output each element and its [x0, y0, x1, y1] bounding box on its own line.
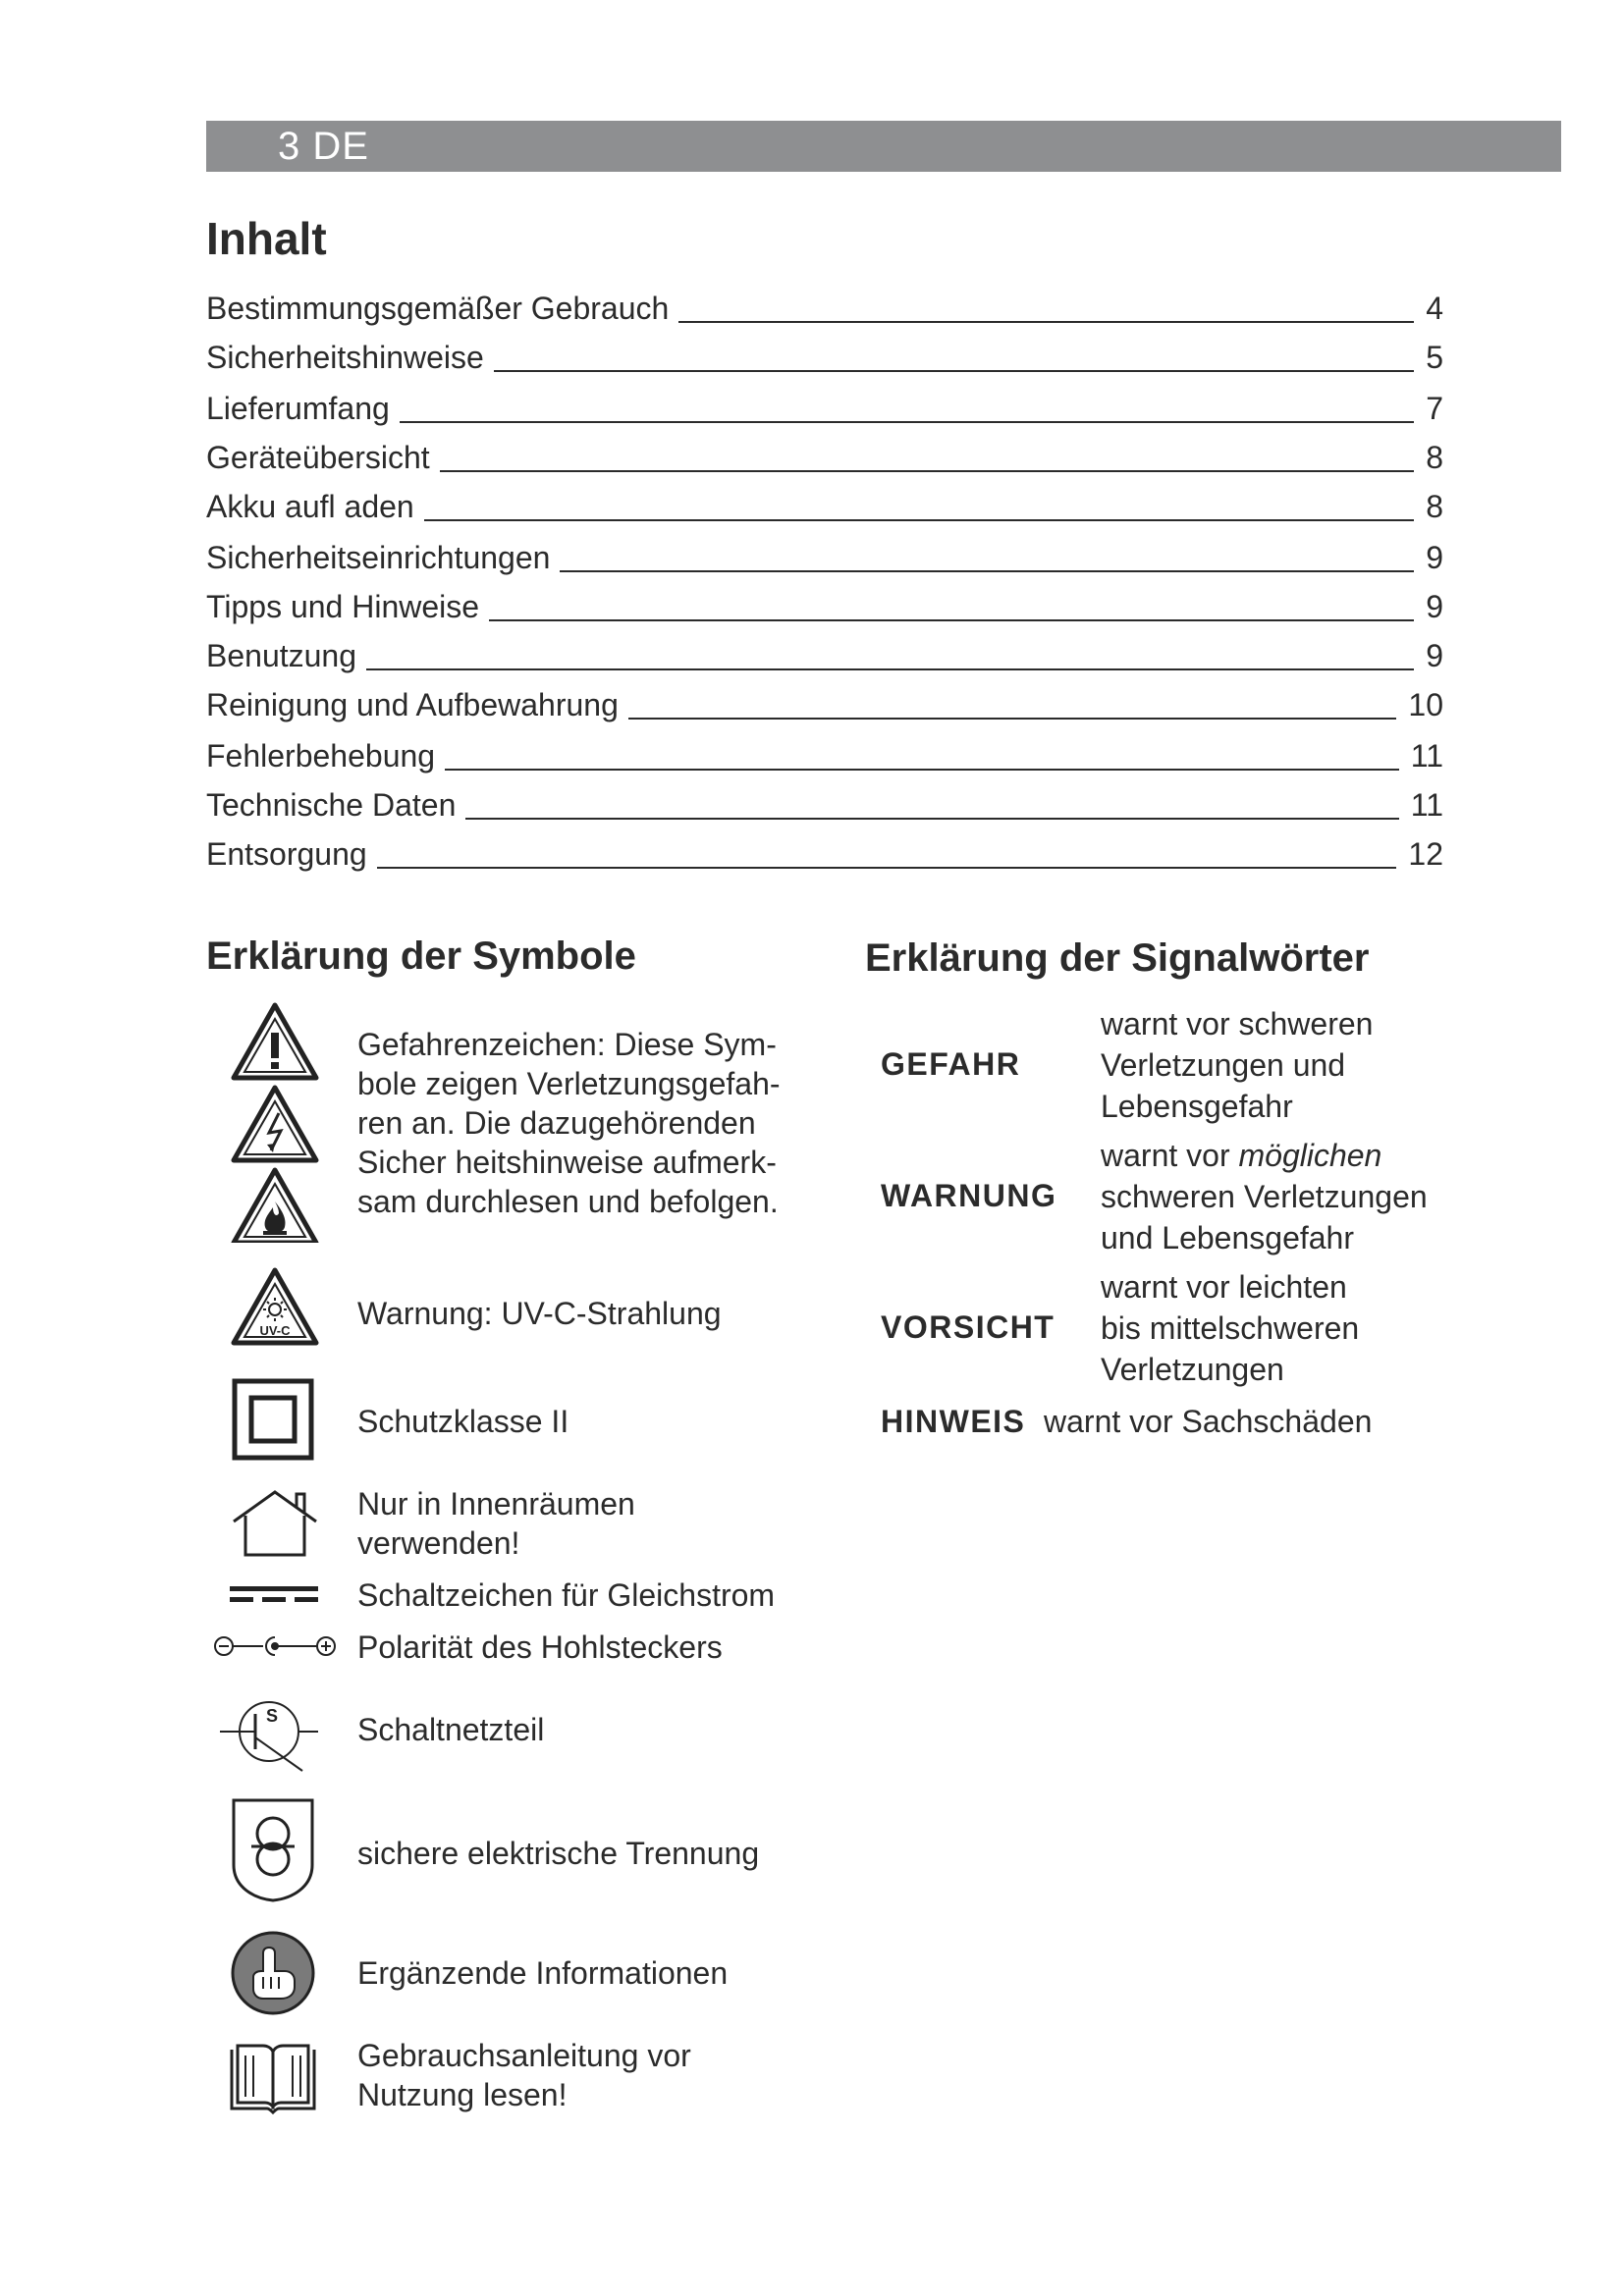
toc-entry-label: Technische Daten	[206, 787, 457, 823]
toc-leader-line	[560, 570, 1414, 572]
symbol-text-manual	[357, 2036, 691, 2114]
toc-leader-line	[494, 370, 1414, 372]
toc-leader-line	[628, 718, 1397, 720]
toc-leader-line	[465, 818, 1398, 820]
toc-entry[interactable]	[206, 834, 1453, 874]
symbol-text-line: Schaltnetzteil	[357, 1712, 545, 1747]
signal-word-gefahr: GEFAHR	[881, 1046, 1021, 1082]
toc-entry-label: Geräteübersicht	[206, 440, 430, 475]
indoor-house-icon	[230, 1488, 320, 1557]
symbol-text-line: sichere elektrische Trennung	[357, 1836, 760, 1871]
symbol-text-isolation	[357, 1834, 759, 1873]
toc-title: Inhalt	[206, 213, 327, 264]
symbol-text-switching-psu	[357, 1710, 544, 1749]
symbols-heading: Erklärung der Symbole	[206, 934, 636, 978]
toc-entry-page: 9	[1426, 638, 1443, 673]
symbol-text-line: verwenden!	[357, 1525, 520, 1561]
toc-entry[interactable]	[206, 587, 1453, 626]
symbol-text-indoor	[357, 1484, 635, 1563]
symbol-text-polarity	[357, 1628, 723, 1667]
toc-entry-label: Fehlerbehebung	[206, 738, 436, 774]
toc-leader-line	[678, 321, 1414, 323]
symbol-text-line: sam durchlesen und befolgen.	[357, 1184, 779, 1219]
page-number-label: 3 DE	[278, 125, 369, 168]
uv-c-icon-label: UV-C	[259, 1323, 291, 1338]
toc-entry-label: Reinigung und Aufbewahrung	[206, 687, 619, 722]
toc-entry-page: 9	[1426, 589, 1443, 624]
symbol-text-line: Gebrauchsanleitung vor	[357, 2038, 691, 2073]
toc-leader-line	[366, 668, 1414, 670]
signal-word-warnung: WARNUNG	[881, 1178, 1057, 1213]
symbol-text-line: Nutzung lesen!	[357, 2077, 568, 2112]
signal-words-heading: Erklärung der Signalwörter	[865, 936, 1370, 980]
protection-class-2-icon	[232, 1378, 314, 1461]
signal-text-gefahr: warnt vor schweren Verletzungen und Lebensgefahr	[1101, 1006, 1374, 1124]
toc-leader-line	[440, 470, 1415, 472]
symbol-text-dc	[357, 1575, 775, 1615]
toc-leader-line	[424, 519, 1415, 521]
symbol-text-line: Schutzklasse II	[357, 1404, 569, 1439]
toc-entry-label: Akku aufl aden	[206, 489, 414, 524]
switching-power-supply-icon	[216, 1692, 332, 1777]
toc-entry-page: 12	[1408, 836, 1443, 872]
toc-entry-page: 4	[1426, 291, 1443, 326]
toc-leader-line	[489, 619, 1414, 621]
toc-entry[interactable]	[206, 338, 1453, 377]
toc-entry-page: 11	[1410, 787, 1443, 823]
symbol-text-warning	[357, 1025, 781, 1221]
info-hand-icon	[230, 1930, 316, 2016]
toc-entry-label: Tipps und Hinweise	[206, 589, 480, 624]
toc-entry-label: Sicherheitseinrichtungen	[206, 540, 551, 575]
toc-entry[interactable]	[206, 538, 1453, 577]
toc-entry[interactable]	[206, 438, 1453, 477]
symbol-text-line: Warnung: UV-C-Strahlung	[357, 1296, 722, 1331]
toc-entry[interactable]	[206, 736, 1453, 775]
toc-entry[interactable]	[206, 389, 1453, 428]
manual-book-icon	[228, 2042, 318, 2114]
symbol-text-line: Ergänzende Informationen	[357, 1955, 729, 1991]
symbol-text-line: Schaltzeichen für Gleichstrom	[357, 1577, 776, 1613]
toc-leader-line	[445, 769, 1399, 771]
symbol-text-line: Sicher heitshinweise aufmerk-	[357, 1145, 777, 1180]
warning-triangle-icons	[230, 1001, 320, 1243]
electric-warning-icon	[234, 1088, 316, 1160]
toc-leader-line	[377, 867, 1397, 869]
safety-isolation-transformer-icon	[228, 1796, 318, 1904]
direct-current-icon	[228, 1582, 322, 1606]
toc-entry-label: Bestimmungsgemäßer Gebrauch	[206, 291, 670, 326]
symbol-text-uv-c	[357, 1294, 722, 1333]
fire-warning-icon	[234, 1170, 316, 1243]
signal-text-hinweis: warnt vor Sachschäden	[1044, 1404, 1373, 1439]
toc-entry-page: 11	[1410, 738, 1443, 774]
toc-entry-label: Lieferumfang	[206, 391, 390, 426]
toc-entry[interactable]	[206, 487, 1453, 526]
symbol-text-line: bole zeigen Verletzungsgefah-	[357, 1066, 781, 1101]
symbol-text-line: Polarität des Hohlsteckers	[357, 1629, 723, 1665]
toc-entry-label: Sicherheitshinweise	[206, 340, 484, 375]
toc-entry[interactable]	[206, 785, 1453, 825]
symbol-text-line: Gefahrenzeichen: Diese Sym-	[357, 1027, 777, 1062]
general-warning-icon	[234, 1005, 316, 1078]
uv-c-warning-icon	[230, 1266, 320, 1347]
toc-entry[interactable]	[206, 685, 1453, 724]
symbol-text-info	[357, 1953, 728, 1993]
polarity-icon	[210, 1633, 340, 1659]
toc-entry-page: 8	[1426, 440, 1443, 475]
toc-entry[interactable]	[206, 289, 1453, 328]
toc-entry-page: 5	[1426, 340, 1443, 375]
signal-text-warnung: warnt vor möglichen schweren Verletzungen und Lebensgefahr	[1101, 1138, 1428, 1255]
toc-entry[interactable]	[206, 636, 1453, 675]
toc-entry-page: 9	[1426, 540, 1443, 575]
signal-text-vorsicht: warnt vor leichten bis mittelschweren Verletzungen	[1101, 1269, 1360, 1387]
toc-entry-label: Entsorgung	[206, 836, 367, 872]
symbol-text-line: Nur in Innenräumen	[357, 1486, 635, 1522]
symbol-text-line: ren an. Die dazugehörenden	[357, 1105, 756, 1141]
symbol-text-protection-class	[357, 1402, 568, 1441]
toc-entry-label: Benutzung	[206, 638, 357, 673]
page-header-bar	[206, 121, 1561, 172]
toc-entry-page: 7	[1426, 391, 1443, 426]
toc-leader-line	[400, 421, 1414, 423]
power-supply-icon-label: S	[265, 1706, 279, 1726]
signal-word-hinweis: HINWEIS	[881, 1404, 1026, 1439]
signal-word-vorsicht: VORSICHT	[881, 1309, 1056, 1345]
toc-entry-page: 8	[1426, 489, 1443, 524]
toc-entry-page: 10	[1408, 687, 1443, 722]
